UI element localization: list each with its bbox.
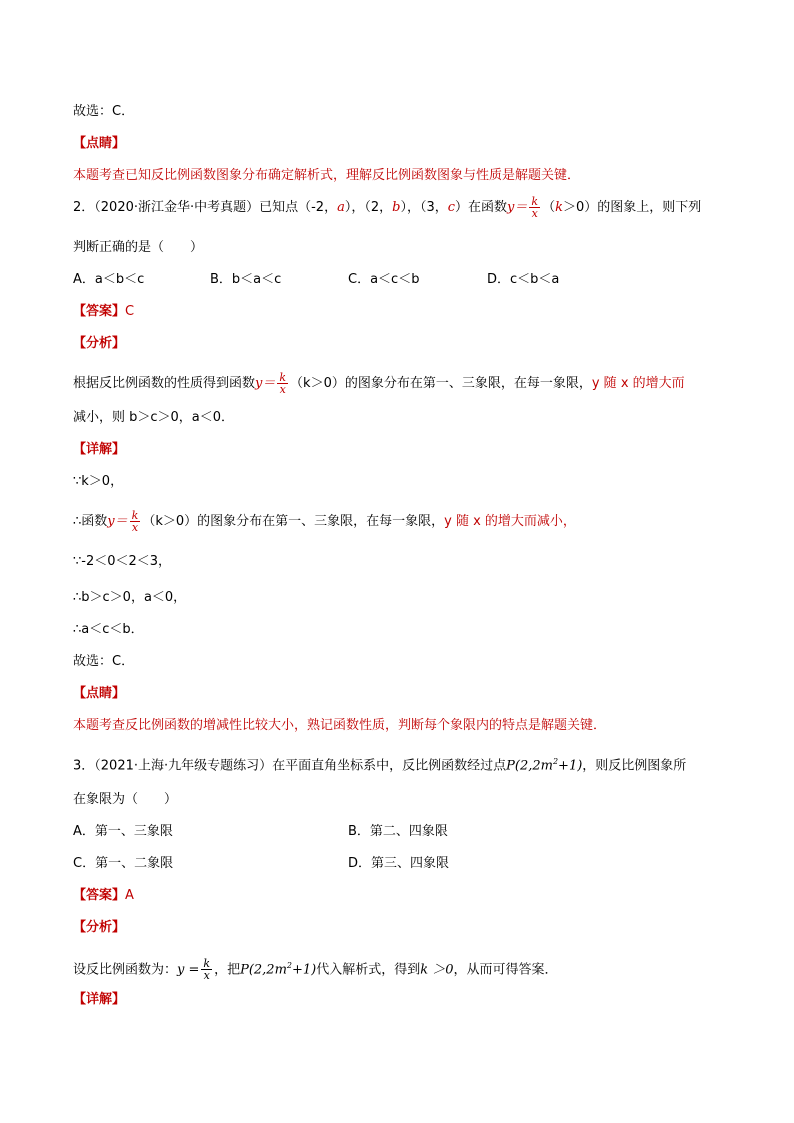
fraction-k-over-x: $\frac{k}{x}$ [279, 371, 287, 396]
q3-stem-line2: 在象限为（ ） [73, 792, 178, 807]
q3-option-b: B．第二、四象限 [348, 824, 448, 839]
insight-heading-2: 【点睛】 [73, 686, 126, 701]
q3-option-a: A．第一、三象限 [73, 824, 173, 839]
q3-analysis-line: 设反比例函数为：y = $\frac{k}{x}$ ，把$P(2,2m^2+1)$代入解析式，得到k ＞0，从而可得答案． [73, 957, 558, 983]
q3-answer: 【答案】A [73, 888, 134, 903]
q2-analysis-line1: 根据反比例函数的性质得到函数y＝ $\frac{k}{x}$ （k＞0）的图象分布在第一、三象限，在每一象限，y 随 x 的增大而 [73, 371, 685, 396]
q2-option-b: B．b＜a＜c [210, 272, 282, 287]
detail-heading-2: 【详解】 [73, 992, 126, 1007]
q2-detail-line4: ∴b＞c＞0，a＜0， [73, 590, 187, 605]
analysis-heading: 【分析】 [73, 336, 126, 351]
q3-option-d: D．第三、四象限 [348, 856, 450, 871]
q2-answer: 【答案】C [73, 304, 135, 319]
analysis-heading-2: 【分析】 [73, 920, 126, 935]
q2-option-a: A．a＜b＜c [73, 272, 145, 287]
q3-stem-line1: 3．（2021·上海·九年级专题练习）在平面直角坐标系中，反比例函数经过点$P(2,2m^2+1)$，则反比例图象所 [73, 757, 687, 774]
q2-detail-line3: ∵-2＜0＜2＜3， [73, 554, 172, 569]
q2-insight-text: 本题考查反比例函数的增减性比较大小，熟记函数性质，判断每个象限内的特点是解题关键． [73, 718, 607, 733]
detail-heading: 【详解】 [73, 442, 126, 457]
q2-detail-line2: ∴函数y＝ $\frac{k}{x}$ （k＞0）的图象分布在第一、三象限，在每一象限，y 随 x 的增大而减小， [73, 509, 576, 534]
fraction-k-over-x: $\frac{k}{x}$ [531, 195, 539, 220]
q2-choice: 故选：C． [73, 654, 135, 669]
q2-stem-line1: 2．（2020·浙江金华·中考真题）已知点（-2，a），（2，b），（3，c）在函数y＝ $\frac{k}{x}$ （k＞0）的图象上，则下列 [73, 195, 702, 220]
q2-detail-line5: ∴a＜c＜b． [73, 622, 144, 637]
q2-analysis-line2: 减小，则 b＞c＞0，a＜0． [73, 410, 235, 425]
q2-stem-line2: 判断正确的是（ ） [73, 240, 204, 255]
fraction-k-over-x: $\frac{k}{x}$ [203, 957, 211, 983]
q1-choice: 故选：C． [73, 104, 135, 119]
q2-option-c: C．a＜c＜b [348, 272, 420, 287]
q3-option-c: C．第一、二象限 [73, 856, 174, 871]
insight-heading: 【点睛】 [73, 136, 126, 151]
q1-insight-text: 本题考查已知反比例函数图象分布确定解析式，理解反比例函数图象与性质是解题关键． [73, 168, 581, 183]
fraction-k-over-x: $\frac{k}{x}$ [131, 509, 139, 534]
q2-option-d: D．c＜b＜a [487, 272, 560, 287]
q2-detail-line1: ∵k＞0， [73, 474, 124, 489]
